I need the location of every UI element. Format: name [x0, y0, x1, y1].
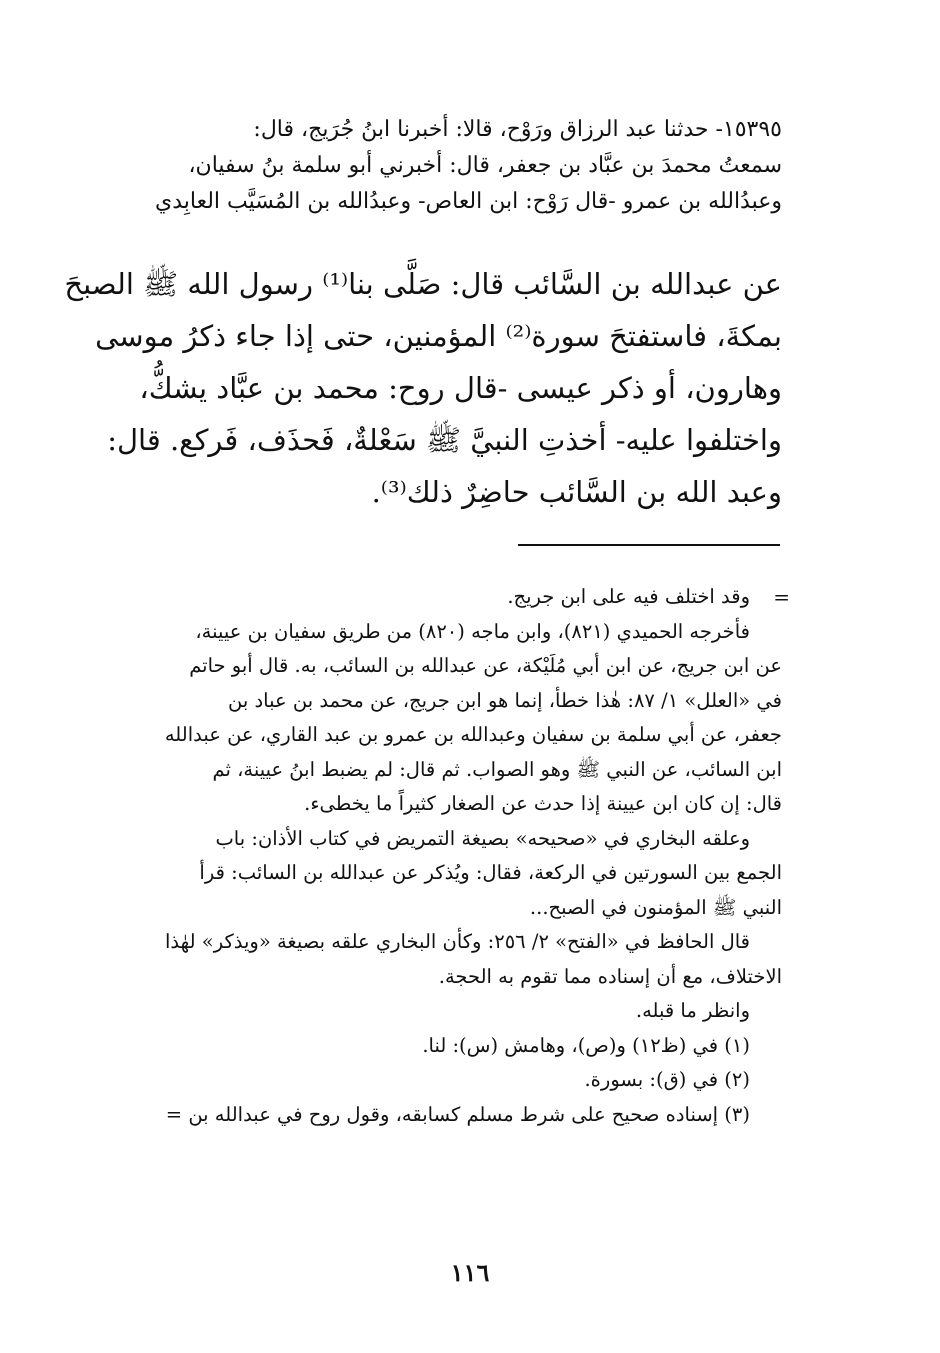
footnote-line: قال: إن كان ابن عيينة إذا حدث عن الصغار كثيراً ما يخطىء. [304, 792, 782, 815]
footnote-line: ابن السائب، عن النبي ﷺ وهو الصواب. ثم قال: لم يضبط ابنُ عيينة، ثم [212, 757, 782, 781]
footnote-line: فأخرجه الحميدي (٨٢١)، وابن ماجه (٨٢٠) من طريق سفيان بن عيينة، [195, 619, 750, 643]
isnad-line: ١٥٣٩٥- حدثنا عبد الرزاق ورَوْح، قالا: أخبرنا ابنُ جُرَيج، قال: [253, 117, 782, 142]
footnote-line: وقد اختلف فيه على ابن جريج. [507, 585, 750, 608]
footnote-line: قال الحافظ في «الفتح» ٢/ ٢٥٦: وكأن البخاري علقه بصيغة «ويذكر» لهٰذا [165, 930, 750, 953]
footnote-line: الجمع بين السورتين في الركعة، فقال: ويُذكر عن عبدالله بن السائب: قرأ [199, 861, 782, 884]
matn-line: وعبد الله بن السَّائب حاضِرٌ ذلك⁽³⁾. [371, 475, 782, 509]
footnote-line: الاختلاف، مع أن إسناده مما تقوم به الحجة. [438, 964, 782, 988]
page-number: ١١٦ [450, 1258, 490, 1287]
footnote-line: (٢) في (ق): بسورة. [584, 1068, 750, 1091]
isnad-line: وعبدُالله بن عمرو -قال رَوْح: ابن العاص- وعبدُالله بن المُسَيَّب العابِدي [154, 189, 782, 214]
matn-line: عن عبدالله بن السَّائب قال: صَلَّى بنا⁽¹⁾ رسول الله ﷺ الصبحَ [64, 267, 782, 301]
footnotes [150, 580, 782, 1132]
footnote-line: في «العلل» ١/ ٨٧: هٰذا خطأ، إنما هو ابن جريج، عن محمد بن عباد بن [228, 688, 782, 712]
hadith-isnad [150, 112, 782, 220]
matn-line: بمكةَ، فاستفتحَ سورة⁽²⁾ المؤمنين، حتى إذا جاء ذكرُ موسى [95, 319, 782, 353]
footnote-line: جعفر، عن أبي سلمة بن سفيان وعبدالله بن عمرو بن عبد القاري، عن عبدالله [164, 723, 782, 746]
footnote-line: النبي ﷺ المؤمنون في الصبح... [529, 895, 782, 919]
matn-line: وهارون، أو ذكر عيسى -قال روح: محمد بن عبَّاد يشكُّ، [139, 371, 782, 405]
footnote-separator [518, 544, 780, 546]
footnote-line: وانظر ما قبله. [635, 999, 750, 1022]
hadith-matn [64, 258, 782, 518]
footnote-line: (١) في (ظ١٢) و(ص)، وهامش (س): لنا. [422, 1033, 750, 1057]
footnote-line: وعلقه البخاري في «صحيحه» بصيغة التمريض في كتاب الأذان: باب [215, 826, 750, 850]
isnad-line: سمعتُ محمدَ بن عبَّاد بن جعفر، قال: أخبرني أبو سلمة بنُ سفيان، [188, 153, 782, 178]
footnote-line: (٣) إسناده صحيح على شرط مسلم كسابقه، وقول روح في عبدالله بن = [165, 1102, 750, 1126]
matn-line: واختلفوا عليه- أخذتِ النبيَّ ﷺ سَعْلةٌ، فَحذَف، فَركع. قال: [107, 423, 782, 457]
footnote-line: عن ابن جريج، عن ابن أبي مُلَيْكة، عن عبدالله بن السائب، به. قال أبو حاتم [189, 654, 782, 677]
continuation-mark: = [773, 585, 790, 609]
